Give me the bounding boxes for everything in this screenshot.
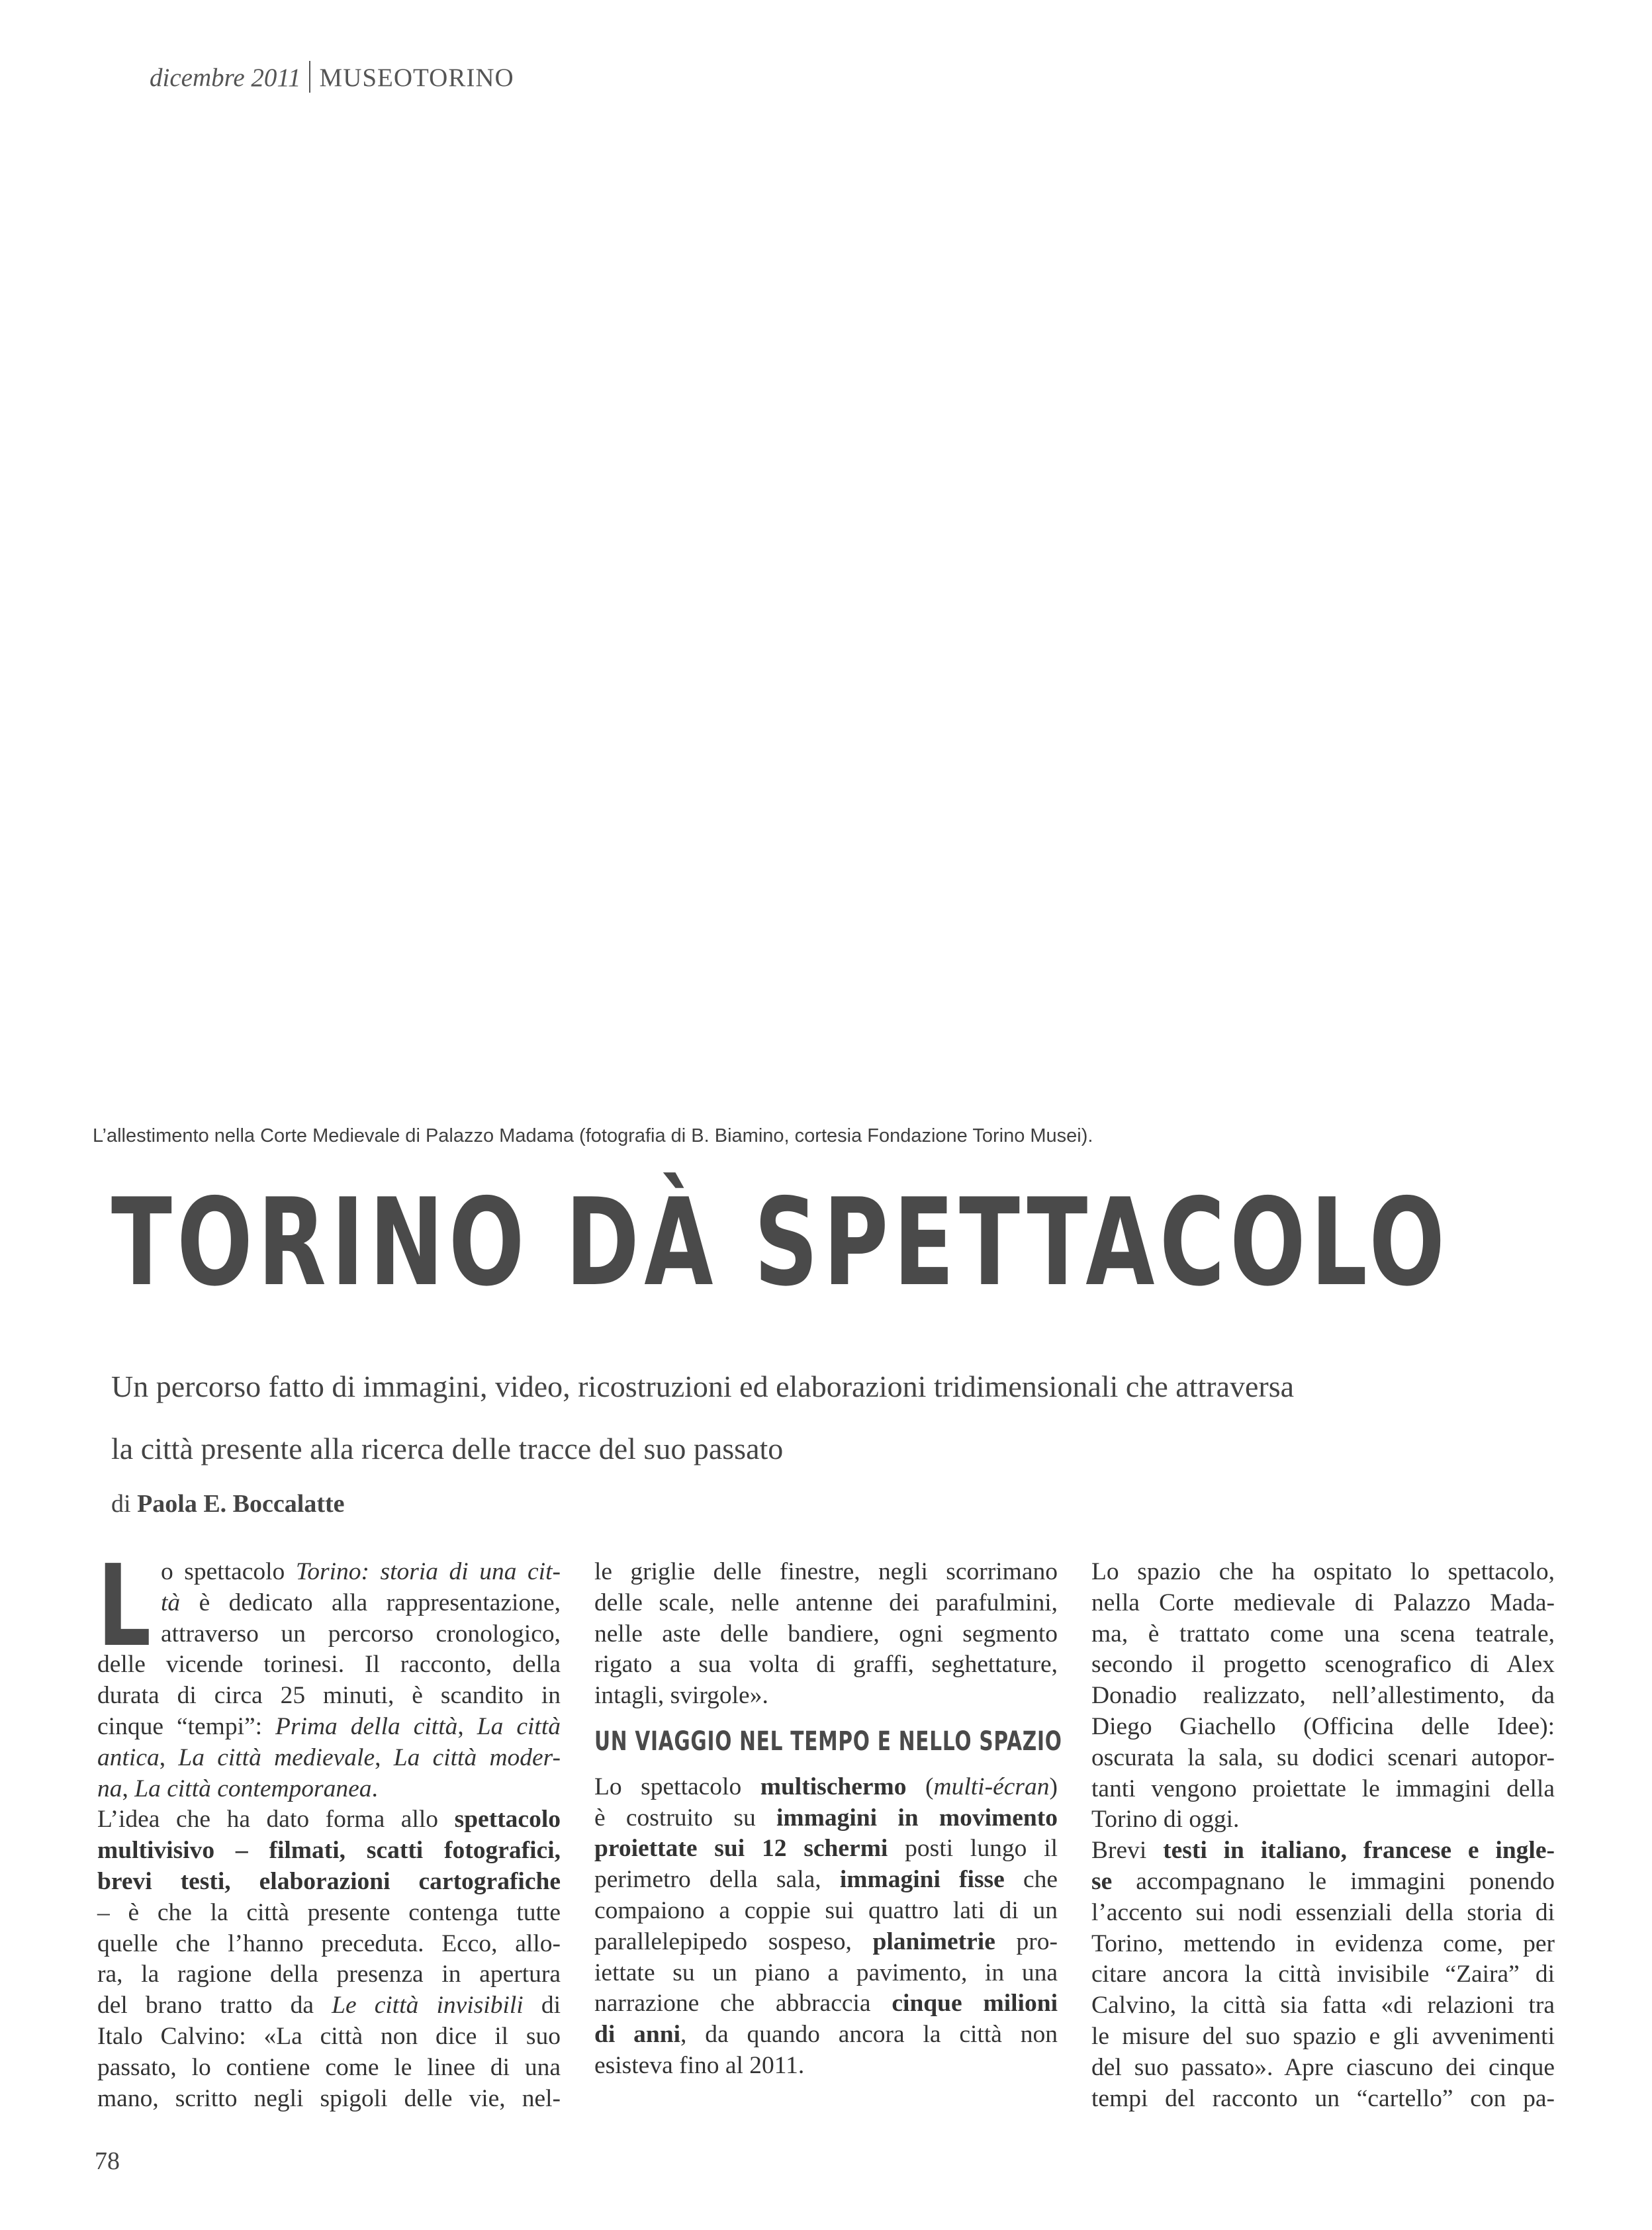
text-line: quelle che l’hanno preceduta. Ecco, allo- bbox=[97, 1929, 561, 1957]
page-number: 78 bbox=[95, 2147, 120, 2175]
text-line: antica, La città medievale, La città moder- bbox=[97, 1743, 561, 1771]
author-name: Paola E. Boccalatte bbox=[137, 1490, 345, 1518]
text-line: se accompagnano le immagini ponendo bbox=[1091, 1867, 1555, 1895]
text-line: durata di circa 25 minuti, è scandito in bbox=[97, 1682, 561, 1710]
article-subtitle bbox=[111, 1356, 1567, 1480]
byline bbox=[111, 1489, 345, 1518]
text-line: perimetro della sala, immagini fisse che bbox=[594, 1866, 1058, 1894]
text-column-3 bbox=[1091, 1557, 1555, 2114]
header-divider bbox=[309, 61, 310, 93]
text-line: attraverso un percorso cronologico, bbox=[161, 1620, 561, 1648]
text-line: le misure del suo spazio e gli avvenimenti bbox=[1091, 2022, 1555, 2050]
text-line: del suo passato». Apre ciascuno dei cinque bbox=[1091, 2053, 1555, 2081]
text-line: narrazione che abbraccia cinque milioni bbox=[594, 1990, 1058, 2018]
byline-prefix: di bbox=[111, 1490, 131, 1518]
text-line: esisteva fino al 2011. bbox=[594, 2051, 805, 2079]
text-line: parallelepipedo sospeso, planimetrie pro- bbox=[594, 1928, 1058, 1955]
text-column-1 bbox=[97, 1541, 561, 2114]
text-line: Calvino, la città sia fatta «di relazioni tra bbox=[1091, 1992, 1555, 2020]
text-line: Italo Calvino: «La città non dice il suo bbox=[97, 2022, 561, 2050]
text-line: rigato a sua volta di graffi, seghettature, bbox=[594, 1651, 1058, 1679]
text-line: o spettacolo Torino: storia di una cit- bbox=[161, 1558, 561, 1585]
section-heading: UN VIAGGIO NEL TEMPO E NELLO SPAZIO bbox=[594, 1726, 1062, 1757]
text-line: Donadio realizzato, nell’allestimento, da bbox=[1091, 1682, 1555, 1710]
text-line: nelle aste delle bandiere, ogni segmento bbox=[594, 1620, 1058, 1648]
text-line: na, La città contemporanea. bbox=[97, 1775, 378, 1802]
text-line: Brevi testi in italiano, francese e ingle- bbox=[1091, 1837, 1555, 1865]
text-line: ra, la ragione della presenza in apertura bbox=[97, 1961, 561, 1988]
running-header bbox=[150, 61, 514, 93]
text-line: nella Corte medievale di Palazzo Mada- bbox=[1091, 1589, 1555, 1616]
text-line: Lo spettacolo multischermo (multi-écran) bbox=[594, 1773, 1058, 1800]
photo-placeholder bbox=[93, 99, 1562, 1112]
text-line: di anni, da quando ancora la città non bbox=[594, 2021, 1058, 2049]
text-line: iettate su un piano a pavimento, in una bbox=[594, 1959, 1058, 1986]
text-line: delle scale, nelle antenne dei parafulmini, bbox=[594, 1589, 1058, 1616]
text-line: – è che la città presente contenga tutte bbox=[97, 1898, 561, 1926]
text-column-2 bbox=[594, 1557, 1062, 2082]
text-line: è costruito su immagini in movimento bbox=[594, 1804, 1058, 1832]
subtitle-line: la città presente alla ricerca delle tracce del suo passato bbox=[111, 1432, 784, 1465]
text-line: oscurata la sala, su dodici scenari autopor- bbox=[1091, 1743, 1555, 1771]
photo-caption: L’allestimento nella Corte Medievale di Palazzo Madama (fotografia di B. Biamino, cortesia Fondazione Torino Musei). bbox=[93, 1125, 1093, 1146]
article-title: TORINO DÀ SPETTACOLO bbox=[111, 1172, 1450, 1313]
text-line: mano, scritto negli spigoli delle vie, nel- bbox=[97, 2084, 561, 2112]
text-line: Diego Giachello (Officina delle Idee): bbox=[1091, 1712, 1555, 1740]
text-line: le griglie delle finestre, negli scorrimano bbox=[594, 1558, 1058, 1585]
text-line: Torino di oggi. bbox=[1091, 1806, 1240, 1834]
text-line: Lo spazio che ha ospitato lo spettacolo, bbox=[1091, 1558, 1555, 1585]
drop-cap: L bbox=[97, 1541, 152, 1672]
text-line: tempi del racconto un “cartello” con pa- bbox=[1091, 2084, 1555, 2112]
subtitle-line: Un percorso fatto di immagini, video, ricostruzioni ed elaborazioni tridimensionali che attraversa bbox=[111, 1370, 1295, 1403]
text-line: del brano tratto da Le città invisibili di bbox=[97, 1992, 561, 2020]
text-line: compaiono a coppie sui quattro lati di un bbox=[594, 1896, 1058, 1924]
text-line: secondo il progetto scenografico di Alex bbox=[1091, 1651, 1555, 1679]
text-line: multivisivo – filmati, scatti fotografici, bbox=[97, 1837, 561, 1865]
text-line: intagli, svirgole». bbox=[594, 1682, 768, 1710]
text-line: cinque “tempi”: Prima della città, La città bbox=[97, 1712, 561, 1740]
text-line: citare ancora la città invisibile “Zaira” di bbox=[1091, 1961, 1555, 1988]
text-line: tanti vengono proiettate le immagini della bbox=[1091, 1775, 1555, 1802]
text-line: Torino, mettendo in evidenza come, per bbox=[1091, 1929, 1555, 1957]
text-line: ma, è trattato come una scena teatrale, bbox=[1091, 1620, 1555, 1648]
issue-date: dicembre 2011 bbox=[150, 64, 301, 92]
text-line: brevi testi, elaborazioni cartografiche bbox=[97, 1867, 561, 1895]
text-line: passato, lo contiene come le linee di una bbox=[97, 2053, 561, 2081]
text-line: tà è dedicato alla rappresentazione, bbox=[161, 1589, 561, 1616]
magazine-name: MUSEOTORINO bbox=[319, 64, 514, 92]
text-line: delle vicende torinesi. Il racconto, della bbox=[97, 1651, 561, 1679]
text-line: l’accento sui nodi essenziali della storia di bbox=[1091, 1898, 1555, 1926]
text-line: proiettate sui 12 schermi posti lungo il bbox=[594, 1835, 1058, 1863]
text-line: L’idea che ha dato forma allo spettacolo bbox=[97, 1806, 561, 1834]
